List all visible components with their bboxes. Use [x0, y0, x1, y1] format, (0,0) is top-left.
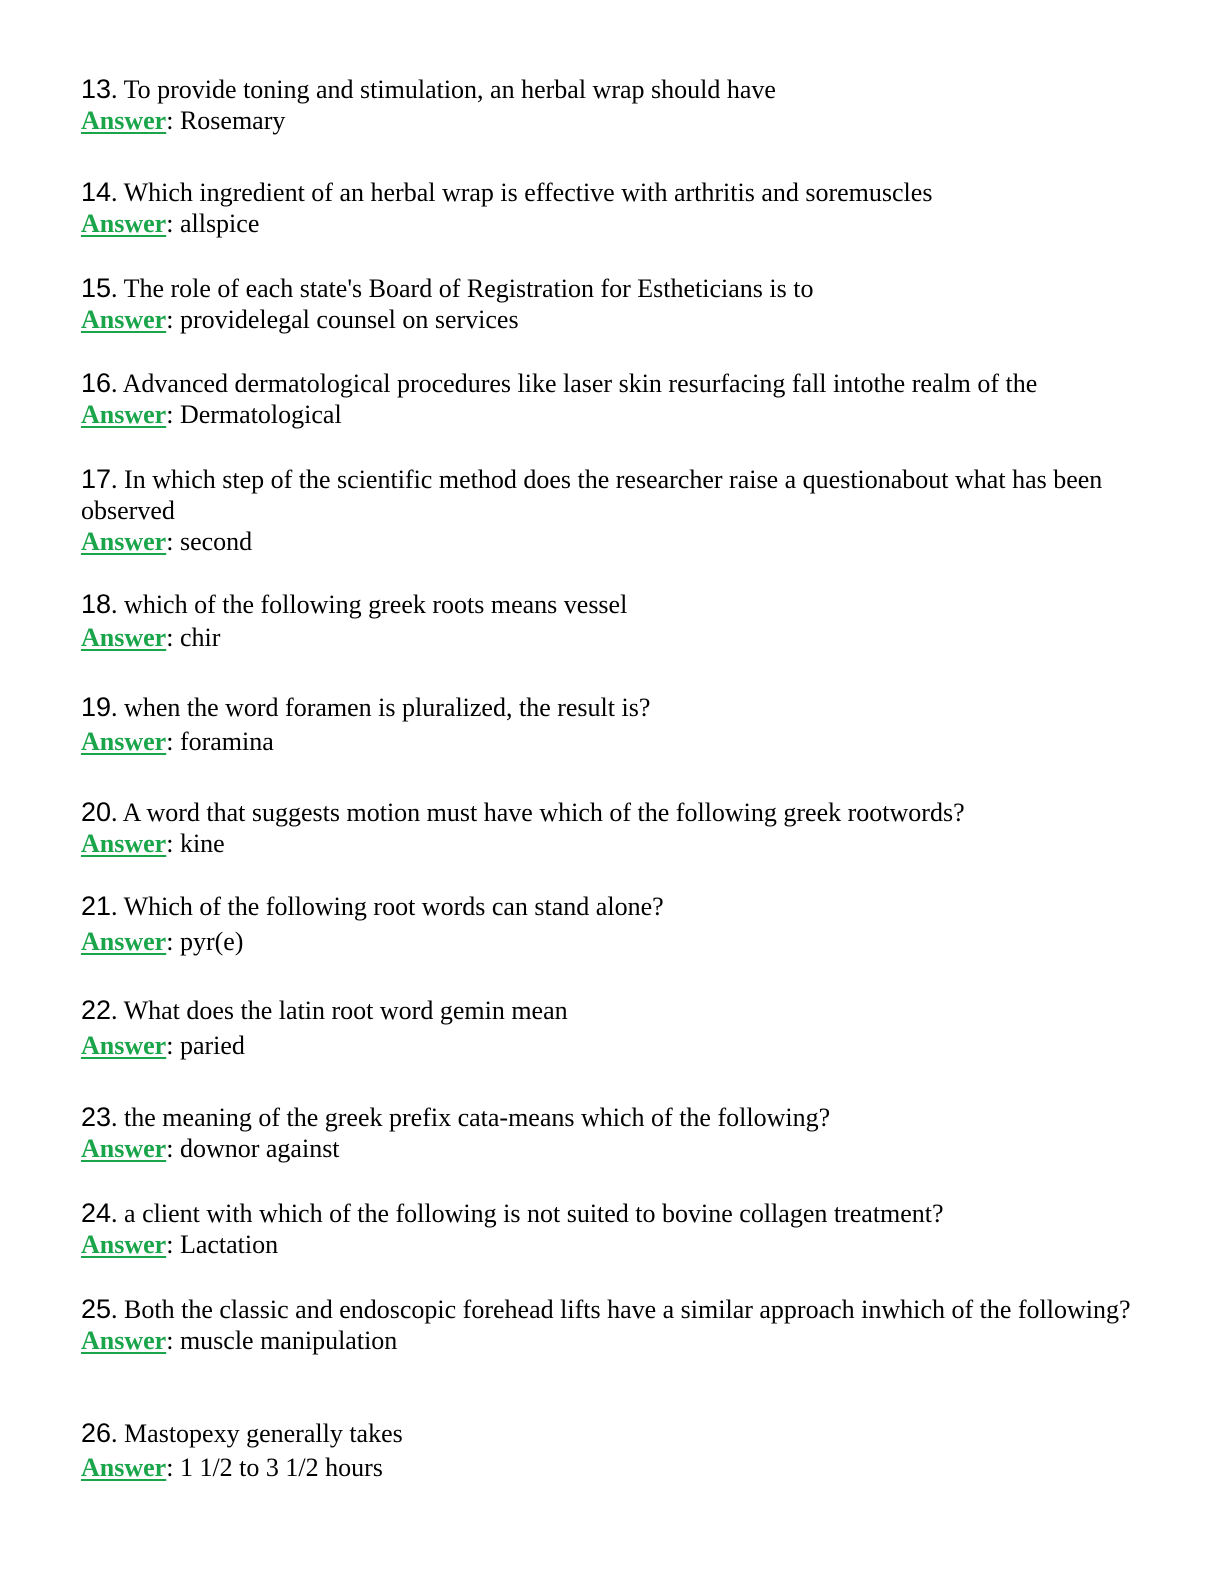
question-text: 22. What does the latin root word gemin mean: [81, 995, 568, 1025]
answer-label: Answer: [81, 106, 167, 135]
question-body: Which of the following root words can stand alone?: [123, 892, 664, 921]
question-number: 22: [81, 995, 112, 1025]
question-text: 15. The role of each state's Board of Registration for Estheticians is to: [81, 273, 814, 303]
answer-line: Answer: Lactation: [81, 1230, 279, 1259]
answer-label: Answer: [81, 527, 167, 556]
answer-text: allspice: [179, 209, 260, 238]
answer-text: paried: [179, 1031, 245, 1060]
answer-label: Answer: [81, 1326, 167, 1355]
answer-text: second: [179, 527, 253, 556]
question-number: 17: [81, 464, 112, 494]
answer-text: providelegal counsel on services: [179, 305, 519, 334]
question-body: a client with which of the following is not suited to bovine collagen treatment?: [124, 1199, 944, 1228]
question-text: 20. A word that suggests motion must have which of the following greek rootwords?: [81, 797, 965, 827]
answer-text: downor against: [179, 1134, 340, 1163]
question-number: 26: [81, 1418, 112, 1448]
question-body: which of the following greek roots means vessel: [124, 590, 628, 619]
answer-line: Answer: allspice: [81, 209, 260, 238]
question-number: 23: [81, 1102, 112, 1132]
answer-label: Answer: [81, 727, 167, 756]
question-body: Mastopexy generally takes: [124, 1419, 403, 1448]
answer-text: kine: [179, 829, 225, 858]
answer-line: Answer: kine: [81, 829, 225, 858]
qa-item: [81, 891, 1141, 957]
question-text: 26. Mastopexy generally takes: [81, 1418, 403, 1448]
answer-label: Answer: [81, 829, 167, 858]
question-number: 20: [81, 797, 112, 827]
qa-item: [81, 368, 1141, 430]
question-text: 16. Advanced dermatological procedures like laser skin resurfacing fall intothe realm of the: [81, 368, 1038, 398]
question-text: 14. Which ingredient of an herbal wrap is effective with arthritis and soremuscles: [81, 177, 933, 207]
question-number: 19: [81, 692, 112, 722]
answer-label: Answer: [81, 1453, 167, 1482]
qa-item: [81, 692, 1141, 757]
question-number: 15: [81, 273, 112, 303]
answer-label: Answer: [81, 623, 167, 652]
qa-item: [81, 1102, 1141, 1164]
question-text: 25. Both the classic and endoscopic forehead lifts have a similar approach inwhich of the following?: [81, 1294, 1131, 1324]
question-number: 24: [81, 1198, 112, 1228]
question-body: A word that suggests motion must have which of the following greek rootwords?: [122, 798, 965, 827]
question-body: To provide toning and stimulation, an herbal wrap should have: [123, 75, 776, 104]
qa-item: [81, 589, 1141, 653]
qa-item: [81, 1198, 1141, 1260]
qa-item: [81, 1294, 1141, 1356]
answer-label: Answer: [81, 209, 167, 238]
answer-line: Answer: pyr(e): [81, 927, 244, 956]
question-number: 18: [81, 589, 112, 619]
question-text: 17. In which step of the scientific method does the researcher raise a questionabout what has been observed: [81, 464, 1103, 525]
question-body: the meaning of the greek prefix cata-means which of the following?: [124, 1103, 831, 1132]
question-body: Both the classic and endoscopic forehead lifts have a similar approach inwhich of the following?: [124, 1295, 1131, 1324]
answer-line: Answer: 1 1/2 to 3 1/2 hours: [81, 1453, 383, 1482]
answer-text: Lactation: [179, 1230, 279, 1259]
answer-text: Dermatological: [179, 400, 342, 429]
answer-line: Answer: Dermatological: [81, 400, 342, 429]
question-text: 21. Which of the following root words can stand alone?: [81, 891, 664, 921]
question-text: 23. the meaning of the greek prefix cata-means which of the following?: [81, 1102, 831, 1132]
question-body: The role of each state's Board of Registration for Estheticians is to: [123, 274, 814, 303]
answer-line: Answer: downor against: [81, 1134, 340, 1163]
question-number: 14: [81, 177, 112, 207]
answer-line: Answer: providelegal counsel on services: [81, 305, 519, 334]
question-number: 21: [81, 891, 112, 921]
answer-label: Answer: [81, 1031, 167, 1060]
answer-line: Answer: paried: [81, 1031, 245, 1060]
qa-item: [81, 797, 1141, 859]
question-number: 13: [81, 74, 112, 104]
answer-label: Answer: [81, 1134, 167, 1163]
answer-label: Answer: [81, 927, 167, 956]
qa-item: [81, 177, 1141, 239]
qa-item: [81, 273, 1141, 335]
question-body: What does the latin root word gemin mean: [123, 996, 568, 1025]
question-text: 24. a client with which of the following is not suited to bovine collagen treatment?: [81, 1198, 944, 1228]
question-body: Which ingredient of an herbal wrap is effective with arthritis and soremuscles: [123, 178, 933, 207]
answer-line: Answer: second: [81, 527, 253, 556]
question-body: Advanced dermatological procedures like laser skin resurfacing fall intothe realm of the: [122, 369, 1038, 398]
answer-text: 1 1/2 to 3 1/2 hours: [179, 1453, 383, 1482]
question-body: In which step of the scientific method does the researcher raise a questionabout what has been observed: [81, 465, 1103, 525]
answer-text: Rosemary: [179, 106, 286, 135]
question-number: 25: [81, 1294, 112, 1324]
qa-item: [81, 995, 1141, 1061]
answer-line: Answer: foramina: [81, 727, 274, 756]
question-text: 19. when the word foramen is pluralized, the result is?: [81, 692, 651, 722]
qa-item: [81, 1418, 1141, 1483]
qa-item: [81, 74, 1141, 136]
answer-line: Answer: chir: [81, 623, 221, 652]
answer-text: chir: [179, 623, 221, 652]
answer-line: Answer: Rosemary: [81, 106, 286, 135]
question-body: when the word foramen is pluralized, the result is?: [124, 693, 651, 722]
question-number: 16: [81, 368, 112, 398]
qa-item: [81, 464, 1141, 557]
question-text: 18. which of the following greek roots means vessel: [81, 589, 628, 619]
answer-label: Answer: [81, 400, 167, 429]
question-text: 13. To provide toning and stimulation, an herbal wrap should have: [81, 74, 776, 104]
answer-text: pyr(e): [179, 927, 244, 956]
answer-label: Answer: [81, 1230, 167, 1259]
answer-text: muscle manipulation: [179, 1326, 398, 1355]
answer-label: Answer: [81, 305, 167, 334]
answer-text: foramina: [179, 727, 274, 756]
answer-line: Answer: muscle manipulation: [81, 1326, 398, 1355]
